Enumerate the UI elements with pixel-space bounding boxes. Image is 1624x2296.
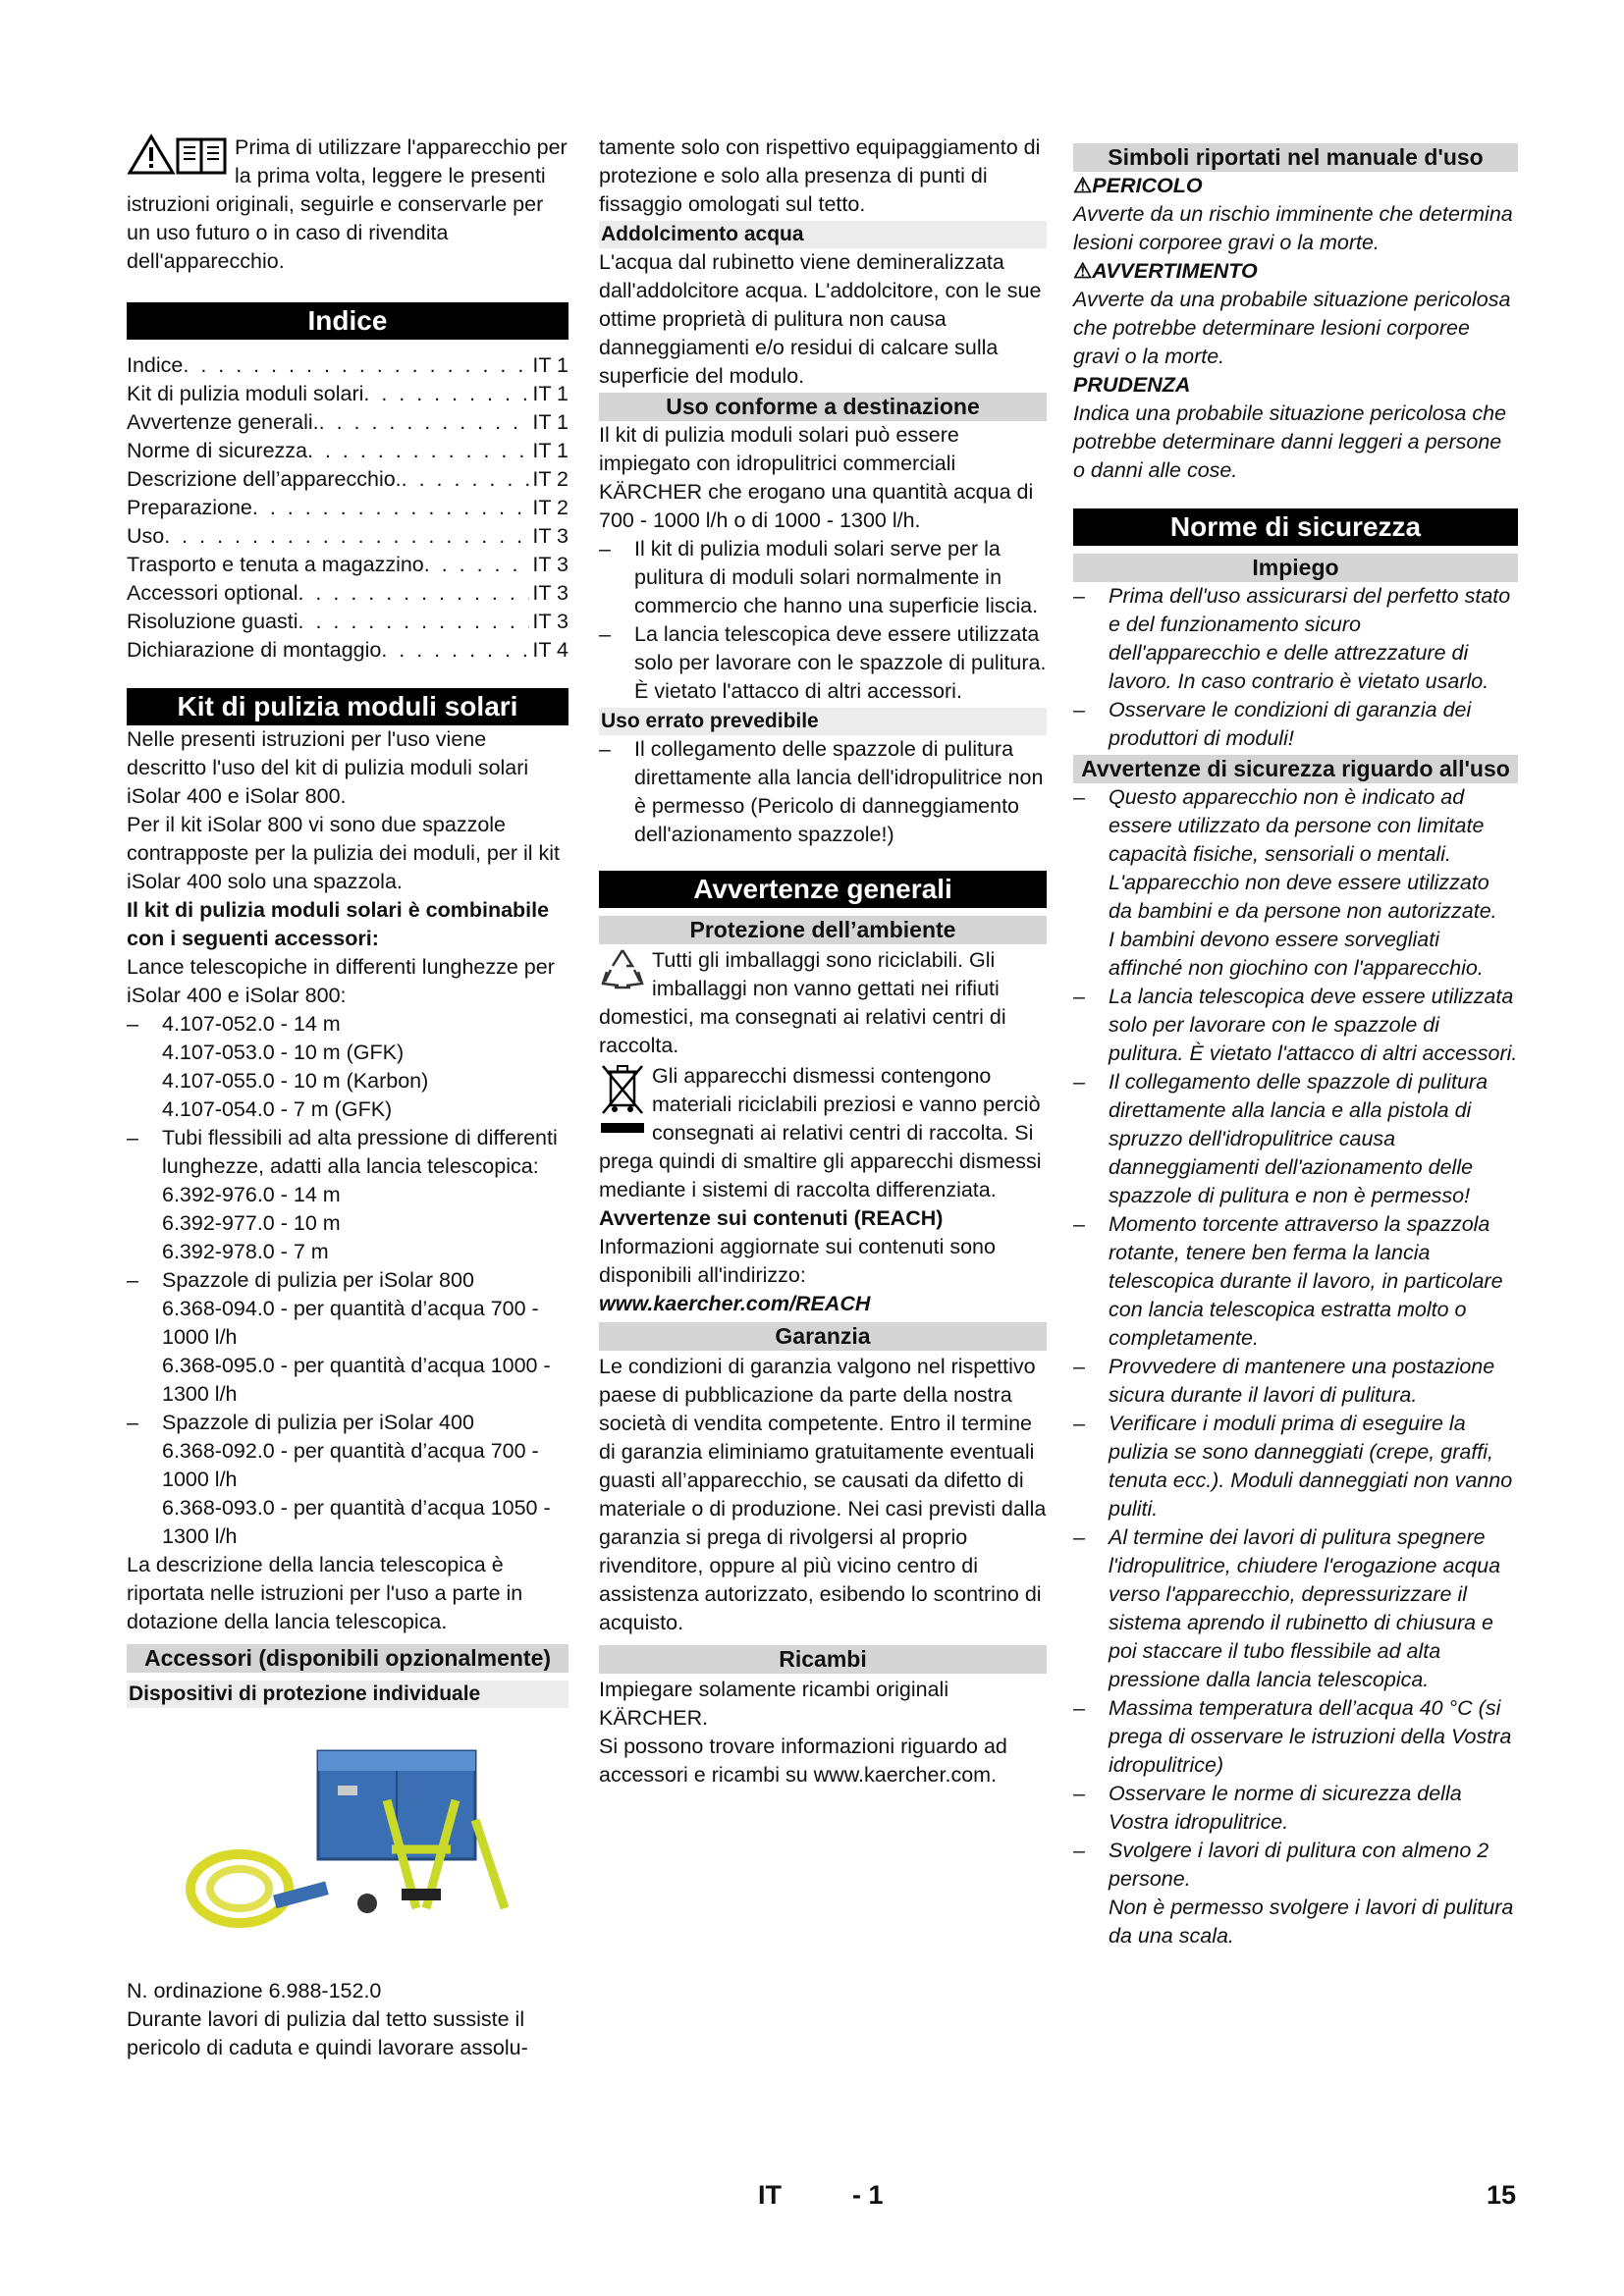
footer-language: IT [758,2180,782,2210]
reach-text: Informazioni aggiornate sui contenuti sono disponibili all'indirizzo: [599,1235,996,1287]
avvertimento-label: ⚠AVVERTIMENTO [1073,257,1518,286]
page-number: 15 [1487,2180,1517,2210]
garanzia-heading: Garanzia [599,1322,1047,1351]
spazzole-800-code: 6.368-094.0 - per quantità d’acqua 700 - 1000 l/h [162,1297,539,1349]
protezione-ambiente-heading: Protezione dell’ambiente [599,916,1047,944]
accessories-heading: Accessori (disponibili opzionalmente) [127,1644,568,1673]
simboli-heading: Simboli riportati nel manuale d'uso [1073,143,1518,172]
toc-entry[interactable]: Avvertenze generali. . . . IT 1 [127,408,568,437]
pericolo-label: ⚠PERICOLO [1073,172,1518,200]
dpi-heading: Dispositivi di protezione individuale [127,1681,568,1708]
table-of-contents [127,351,568,665]
weee-text: Gli apparecchi dismessi contengono materiali riciclabili preziosi e vanno perciò consegnati ai relativi centri di raccolta. Si prega quindi di smaltire gli apparecchi dismessi mediante i sistemi di raccolta differenziata. [599,1064,1042,1201]
addolcimento-text: L'acqua dal rubinetto viene demineralizzata dall'addolcitore acqua. L'addolcitore, con le sue ottime proprietà di pulitura non causa danneggiamenti e/o residui di calcare sulla superficie del modulo. [599,250,1042,388]
reach-link[interactable]: www.kaercher.com/REACH [599,1292,871,1315]
column-2 [599,133,1047,1789]
avvertenze-uso-item: – Il collegamento delle spazzole di pulitura direttamente alla lancia e alla pistola di spruzzo dell'idropulitrice causa danneggiamenti dell'azionamento delle spazzole di pulitura e non è permesso! [1073,1068,1518,1210]
spazzole-400-item: – Spazzole di pulizia per iSolar 400 [127,1409,568,1437]
impiego-item: – Prima dell'uso assicurarsi del perfetto stato e del funzionamento sicuro dell'apparecchio e delle attrezzature di lavoro. In caso contrario è vietato usarlo. [1073,582,1518,696]
order-number: N. ordinazione 6.988-152.0 [127,1979,382,2002]
footer-section-number: - 1 [852,2180,884,2210]
warning-triangle-icon: ⚠ [1073,174,1093,197]
uso-conforme-item: – Il kit di pulizia moduli solari serve per la pulitura di moduli solari normalmente in commercio che hanno una superficie liscia. [599,535,1047,620]
weee-block [599,1062,1047,1204]
uso-errato-heading: Uso errato prevedibile [599,708,1047,735]
toc-entry[interactable]: Trasporto e tenuta a magazzino . . . IT 3 [127,551,568,579]
lance-item: – 4.107-052.0 - 14 m [127,1010,568,1039]
toc-entry[interactable]: Dichiarazione di montaggio . . . IT 4 [127,636,568,665]
uso-conforme-heading: Uso conforme a destinazione [599,393,1047,421]
addolcimento-heading: Addolcimento acqua [599,221,1047,248]
pericolo-text: Avverte da un rischio imminente che determina lesioni corporee gravi o la morte. [1073,202,1513,254]
avvertenze-uso-subtext: I bambini devono essere sorvegliati affinché non giochino con l'apparecchio. [1109,928,1484,980]
ricambi-heading: Ricambi [599,1645,1047,1674]
impiego-heading: Impiego [1073,554,1518,582]
recycle-icon [599,946,646,991]
safety-equipment-image [181,1741,514,1938]
avvertenze-uso-item: – Massima temperatura dell’acqua 40 °C (si prega di osservare le istruzioni della Vostra idropulitrice) [1073,1694,1518,1780]
ricambi-text-1: Impiegare solamente ricambi originali KÄRCHER. [599,1678,949,1730]
avvertenze-uso-item: – La lancia telescopica deve essere utilizzata solo per lavorare con le spazzole di pulitura. È vietato l'attacco di altri accessori. [1073,983,1518,1068]
ricambi-text-2: Si possono trovare informazioni riguardo ad accessori e ricambi su www.kaercher.com. [599,1735,1007,1787]
avvertenze-uso-item: – Provvedere di mantenere una postazione sicura durante il lavori di pulitura. [1073,1353,1518,1410]
avvertenze-generali-heading: Avvertenze generali [599,871,1047,908]
impiego-item: – Osservare le condizioni di garanzia dei produttori di moduli! [1073,696,1518,753]
crossed-bin-icon [599,1062,646,1143]
norme-sicurezza-heading: Norme di sicurezza [1073,508,1518,546]
kit-accessories-heading: Il kit di pulizia moduli solari è combinabile con i seguenti accessori: [127,898,550,950]
uso-conforme-item: – La lancia telescopica deve essere utilizzata solo per lavorare con le spazzole di pulitura. È vietato l'attacco di altri accessori. [599,620,1047,706]
column-1 [127,133,568,2062]
tubi-item: – Tubi flessibili ad alta pressione di differenti lunghezze, adatti alla lancia telescopica: [127,1124,568,1181]
kit-paragraph-2: Per il kit iSolar 800 vi sono due spazzole contrapposte per la pulizia dei moduli, per il kit iSolar 400 solo una spazzola. [127,813,560,893]
avvertenze-uso-item: – Momento torcente attraverso la spazzola rotante, tenere ben ferma la lancia telescopica durante il lavoro, in particolare con lancia telescopica estratta molto o completamente. [1073,1210,1518,1353]
avvertimento-text: Avverte da una probabile situazione pericolosa che potrebbe determinare lesioni corporee gravi o la morte. [1073,288,1511,368]
prudenza-label: PRUDENZA [1073,373,1191,397]
tubi-code: 6.392-977.0 - 10 m [162,1211,341,1235]
avvertenze-uso-item: – Al termine dei lavori di pulitura spegnere l'idropulitrice, chiudere l'erogazione acqua verso l'apparecchio, depressurizzare il sistema aprendo il rubinetto di chiusura e poi staccare il tubo flessibile ad alta pressione dalla lancia telescopica. [1073,1523,1518,1694]
warning-book-icon [127,133,229,177]
toc-entry[interactable]: Descrizione dell’apparecchio. . . . IT 2 [127,465,568,494]
roof-warning: Durante lavori di pulizia dal tetto sussiste il pericolo di caduta e quindi lavorare assolu- [127,2007,528,2059]
recycle-block [599,946,1047,1060]
intro-text: Prima di utilizzare l'apparecchio per la prima volta, leggere le presenti istruzioni originali, seguirle e conservarle per un uso futuro o in caso di rivendita dell'apparecchio. [127,135,568,273]
spazzole-400-code: 6.368-093.0 - per quantità d’acqua 1050 - 1300 l/h [162,1496,551,1548]
lance-item: 4.107-053.0 - 10 m (GFK) [162,1041,405,1064]
column-3 [1073,133,1518,1950]
toc-entry[interactable]: Kit di pulizia moduli solari . . . IT 1 [127,380,568,408]
toc-entry[interactable]: Indice . . . IT 1 [127,351,568,380]
index-heading: Indice [127,302,568,340]
tubi-code: 6.392-976.0 - 14 m [162,1183,341,1206]
toc-entry[interactable]: Accessori optional . . . IT 3 [127,579,568,608]
spazzole-800-code: 6.368-095.0 - per quantità d’acqua 1000 - 1300 l/h [162,1354,551,1406]
toc-entry[interactable]: Preparazione . . . IT 2 [127,494,568,522]
continuation-text: tamente solo con rispettivo equipaggiamento di protezione e solo alla presenza di punti di fissaggio omologati sul tetto. [599,135,1041,216]
kit-paragraph-4: La descrizione della lancia telescopica è riportata nelle istruzioni per l'uso a parte in dotazione della lancia telescopica. [127,1553,523,1633]
avvertenze-uso-item: – Verificare i moduli prima di eseguire la pulizia se sono danneggiati (crepe, graffi, tenuta ecc.). Moduli danneggiati non vanno puliti. [1073,1410,1518,1523]
avvertenze-uso-item: – Questo apparecchio non è indicato ad essere utilizzato da persone con limitate capacità fisiche, sensoriali o mentali. L'apparecchio non deve essere utilizzato da bambini e da persone non autorizzate. [1073,783,1518,926]
toc-entry[interactable]: Uso . . . IT 3 [127,522,568,551]
avvertenze-uso-item: – Svolgere i lavori di pulitura con almeno 2 persone. [1073,1837,1518,1894]
garanzia-text: Le condizioni di garanzia valgono nel rispettivo paese di pubblicazione da parte della nostra società di vendita competente. Entro il termine di garanzia eliminiamo gratuitamente eventuali guasti all’apparecchio, se causati da difetto di materiale o di produzione. Nei casi previsti dalla garanzia si prega di rivolgersi al proprio rivenditore, oppure al più vicino centro di assistenza autorizzato, esibendo lo scontrino di acquisto. [599,1355,1047,1634]
toc-entry[interactable]: Norme di sicurezza . . . IT 1 [127,437,568,465]
toc-entry[interactable]: Risoluzione guasti . . . IT 3 [127,608,568,636]
avvertenze-uso-item: – Osservare le norme di sicurezza della Vostra idropulitrice. [1073,1780,1518,1837]
warning-triangle-icon: ⚠ [1073,259,1093,283]
avvertenze-uso-heading: Avvertenze di sicurezza riguardo all'uso [1073,755,1518,783]
kit-paragraph-1: Nelle presenti istruzioni per l'uso viene descritto l'uso del kit di pulizia moduli solari iSolar 400 e iSolar 800. [127,727,529,808]
avvertenze-uso-subtext: Non è permesso svolgere i lavori di pulitura da una scala. [1109,1896,1514,1948]
kit-paragraph-3: Lance telescopiche in differenti lunghezze per iSolar 400 e iSolar 800: [127,955,555,1007]
lance-item: 4.107-055.0 - 10 m (Karbon) [162,1069,429,1093]
prudenza-text: Indica una probabile situazione pericolosa che potrebbe determinare danni leggeri a persone o danni alle cose. [1073,401,1507,482]
intro-block [127,133,568,276]
uso-conforme-text: Il kit di pulizia moduli solari può essere impiegato con idropulitrici commerciali KÄRCHER che erogano una quantità acqua di 700 - 1000 l/h o di 1000 - 1300 l/h. [599,423,1034,532]
uso-errato-item: – Il collegamento delle spazzole di pulitura direttamente alla lancia dell'idropulitrice non è permesso (Pericolo di danneggiamento dell'azionamento spazzole!) [599,735,1047,849]
spazzole-400-code: 6.368-092.0 - per quantità d’acqua 700 - 1000 l/h [162,1439,539,1491]
tubi-code: 6.392-978.0 - 7 m [162,1240,329,1263]
reach-heading: Avvertenze sui contenuti (REACH) [599,1206,944,1230]
spazzole-800-item: – Spazzole di pulizia per iSolar 800 [127,1266,568,1295]
recycle-text: Tutti gli imballaggi sono riciclabili. Gli imballaggi non vanno gettati nei rifiuti domestici, ma consegnati ai relativi centri di raccolta. [599,948,1006,1057]
lance-item: 4.107-054.0 - 7 m (GFK) [162,1097,393,1121]
kit-heading: Kit di pulizia moduli solari [127,688,568,725]
